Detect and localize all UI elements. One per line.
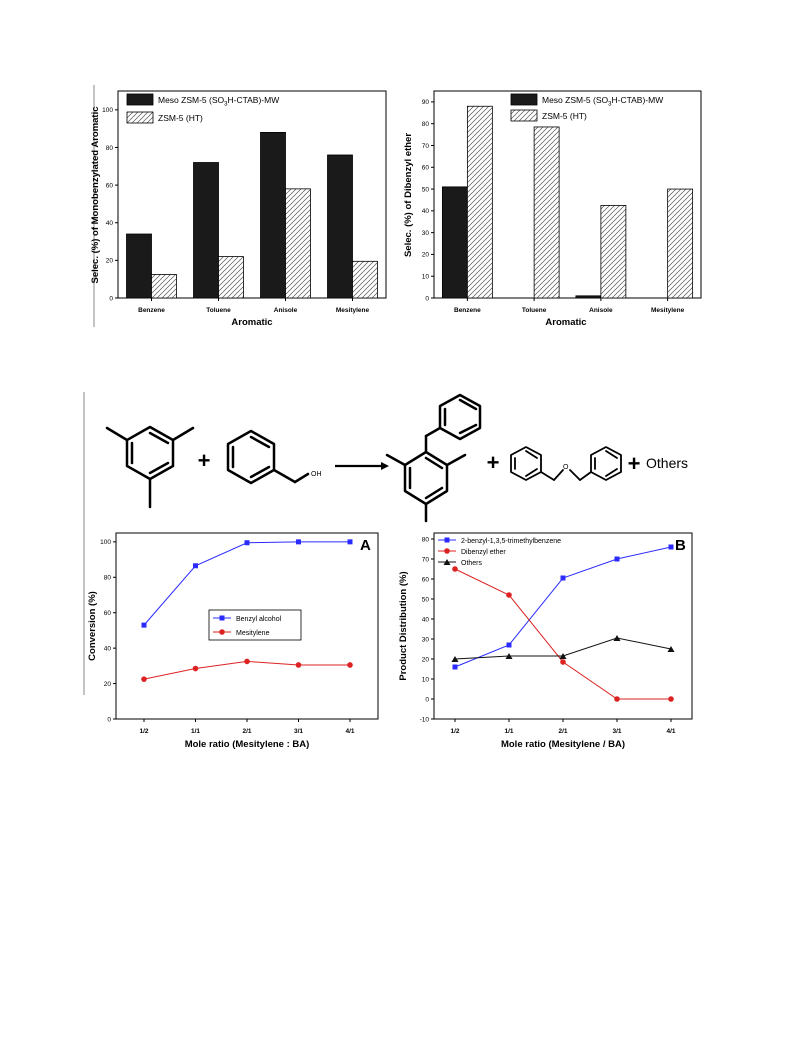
point-dibenzyl-ether (506, 592, 512, 598)
y-tick-label: 0 (425, 295, 429, 303)
legend-label-meso: Meso ZSM-5 $(SO_3H-CTAB)-MW$ (158, 95, 280, 108)
bar-ht (353, 261, 378, 298)
bar-ht (601, 205, 626, 298)
y-tick-label: 60 (105, 182, 113, 190)
panel-label: A (360, 537, 371, 554)
y-axis-label: Selec. (%) of Monobenzylated Aromatic (90, 106, 101, 284)
x-tick-label: 3/1 (293, 728, 304, 735)
point-benzyl-alcohol (296, 539, 301, 544)
y-tick-label: 100 (100, 539, 111, 547)
others-label: Others (646, 455, 689, 471)
point-dibenzyl-ether (560, 659, 566, 665)
point-2-benzyl (453, 665, 458, 670)
legend (127, 94, 279, 123)
point-dibenzyl-ether (668, 696, 674, 702)
y-tick-label: 10 (421, 273, 429, 281)
x-tick-label: Benzene (454, 307, 481, 314)
x-axis-label: Mole ratio (Mesitylene / BA) (500, 739, 626, 750)
y-tick-label: 30 (421, 636, 429, 644)
legend-marker-benzyl-alcohol (220, 616, 225, 621)
legend-label-dibenzyl-ether: Dibenzyl ether (461, 549, 506, 556)
chart-conversion (87, 533, 378, 750)
bar-meso (442, 187, 467, 298)
x-axis-label: Aromatic (545, 317, 587, 328)
x-axis-label: Aromatic (231, 317, 273, 328)
legend-marker-2-benzyl (445, 538, 450, 543)
legend-label-ht: ZSM-5 (HT) (158, 113, 203, 123)
x-tick-label: 1/1 (504, 728, 514, 735)
legend-swatch-meso (511, 94, 537, 105)
legend-label-benzyl-alcohol: Benzyl alcohol (236, 616, 282, 623)
point-benzyl-alcohol (193, 563, 198, 568)
y-tick-label: 40 (105, 220, 113, 228)
y-tick-label: 10 (421, 676, 429, 684)
plus-sign-1: + (197, 448, 211, 473)
legend-swatch-meso (127, 94, 153, 105)
bar-ht (668, 189, 693, 298)
benzyl-alcohol-structure (228, 431, 322, 483)
legend-label-ht: ZSM-5 (HT) (542, 111, 587, 121)
point-mesitylene (296, 662, 302, 668)
y-tick-label: 40 (421, 208, 429, 216)
y-axis-label: Selec. (%) of Dibenzyl ether (403, 132, 414, 258)
y-tick-label: 20 (421, 656, 429, 664)
x-tick-label: 3/1 (612, 728, 622, 735)
x-tick-label: Mesitylene (651, 307, 685, 314)
y-tick-label: 0 (107, 716, 111, 724)
x-axis-label: Mole ratio (Mesitylene : BA) (184, 739, 310, 750)
series-line-2-benzyl (455, 547, 671, 667)
y-tick-label: 80 (421, 536, 429, 544)
y-tick-label: 80 (103, 574, 111, 582)
point-2-benzyl (561, 576, 566, 581)
bar-ht (286, 189, 311, 298)
legend-marker-mesitylene (219, 629, 225, 635)
point-2-benzyl (669, 545, 674, 550)
point-2-benzyl (615, 557, 620, 562)
point-mesitylene (347, 662, 353, 668)
y-tick-label: 90 (421, 99, 429, 107)
chart-monobenzylated (90, 91, 386, 328)
point-benzyl-alcohol (245, 540, 250, 545)
y-tick-label: 100 (102, 107, 113, 115)
mesitylene-structure (107, 427, 193, 507)
x-tick-label: 1/2 (139, 728, 149, 735)
legend-swatch-ht (511, 110, 537, 121)
oh-label: OH (311, 471, 322, 478)
point-dibenzyl-ether (452, 566, 458, 572)
y-tick-label: 50 (421, 186, 429, 194)
legend-label-mesitylene: Mesitylene (236, 630, 270, 637)
x-tick-label: 4/1 (666, 728, 676, 735)
x-tick-label: Mesitylene (335, 307, 370, 314)
x-tick-label: 1/2 (450, 728, 460, 735)
point-dibenzyl-ether (614, 696, 620, 702)
bar-meso (576, 296, 601, 298)
legend (438, 538, 561, 568)
legend-marker-dibenzyl-ether (444, 548, 450, 554)
y-tick-label: 50 (421, 596, 429, 604)
bar-ht (534, 127, 559, 298)
y-axis-label: Conversion (%) (87, 591, 98, 661)
point-mesitylene (141, 676, 147, 682)
series-line-dibenzyl-ether (455, 569, 671, 699)
chart-product-distribution (398, 533, 692, 750)
legend-label-meso: Meso ZSM-5 $(SO_3H-CTAB)-MW$ (542, 95, 664, 108)
y-tick-label: 40 (421, 616, 429, 624)
bar-ht (152, 274, 177, 298)
y-tick-label: 0 (425, 696, 429, 704)
point-2-benzyl (507, 643, 512, 648)
x-tick-label: 1/1 (190, 728, 201, 735)
y-tick-label: 30 (421, 229, 429, 237)
x-tick-label: Toluene (206, 307, 231, 314)
point-mesitylene (193, 666, 199, 672)
x-tick-label: 2/1 (242, 728, 252, 735)
bar-meso (194, 163, 219, 298)
x-tick-label: Benzene (138, 307, 165, 314)
y-tick-label: 60 (421, 164, 429, 172)
chart-dibenzyl-ether (403, 91, 701, 328)
bar-ht (467, 106, 492, 298)
reaction-scheme (107, 395, 688, 521)
y-tick-label: 80 (105, 144, 113, 152)
y-tick-label: 80 (421, 120, 429, 128)
plus-sign-2: + (486, 450, 500, 475)
y-tick-label: 70 (421, 142, 429, 150)
y-tick-label: 40 (103, 645, 111, 653)
y-tick-label: 60 (103, 610, 111, 618)
legend-label-2-benzyl: 2-benzyl-1,3,5-trimethylbenzene (461, 538, 561, 545)
legend (209, 610, 301, 640)
legend (511, 94, 663, 121)
x-tick-label: Toluene (521, 307, 547, 314)
bar-ht (219, 257, 244, 298)
legend-swatch-ht (127, 112, 153, 123)
bar-meso (261, 132, 286, 298)
x-tick-label: Anisole (589, 307, 613, 314)
y-tick-label: 20 (105, 257, 113, 265)
x-tick-label: Anisole (273, 307, 298, 314)
y-tick-label: 20 (421, 251, 429, 259)
x-tick-label: 4/1 (345, 728, 355, 735)
legend-label-others: Others (461, 560, 483, 567)
bar-meso (328, 155, 353, 298)
dibenzyl-ether-structure (511, 447, 621, 480)
y-axis-label: Product Distribution (%) (398, 571, 409, 681)
y-tick-label: -10 (419, 716, 429, 724)
reaction-arrow (335, 462, 389, 470)
product-structure (387, 395, 480, 521)
x-tick-label: 2/1 (558, 728, 568, 735)
y-tick-label: 70 (421, 556, 429, 564)
o-label: O (563, 464, 569, 471)
point-mesitylene (244, 659, 250, 665)
plus-sign-3: + (627, 451, 641, 476)
panel-label: B (675, 537, 686, 554)
bar-meso (127, 234, 152, 298)
y-tick-label: 20 (103, 680, 111, 688)
point-benzyl-alcohol (142, 623, 147, 628)
point-benzyl-alcohol (348, 539, 353, 544)
y-tick-label: 60 (421, 576, 429, 584)
y-tick-label: 0 (109, 295, 113, 303)
